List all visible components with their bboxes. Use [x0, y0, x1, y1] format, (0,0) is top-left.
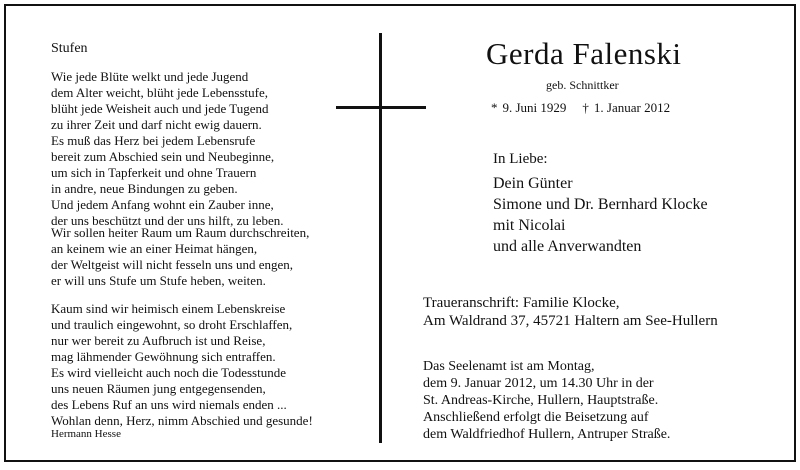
mourner-line: mit Nicolai — [493, 217, 566, 234]
poem-title: Stufen — [51, 41, 88, 56]
poem-line: der uns beschützt und der uns hilft, zu leben. — [51, 213, 284, 228]
in-love-label: In Liebe: — [493, 151, 548, 167]
mourning-address — [423, 294, 718, 330]
mourner-line: und alle Anverwandten — [493, 238, 642, 255]
mourner-line: Dein Günter — [493, 175, 573, 192]
address-line: Traueranschrift: Familie Klocke, — [423, 295, 620, 311]
service-line: Das Seelenamt ist am Montag, — [423, 359, 595, 374]
life-dates — [491, 100, 670, 116]
service-line: dem 9. Januar 2012, um 14.30 Uhr in der — [423, 376, 654, 391]
poem-line: Kaum sind wir heimisch einem Lebenskreise — [51, 301, 286, 316]
poem-line: Es wird vielleicht auch noch die Todesstunde — [51, 365, 286, 380]
address-line: Am Waldrand 37, 45721 Haltern am See-Hullern — [423, 313, 718, 329]
poem-line: des Lebens Ruf an uns wird niemals enden ... — [51, 397, 287, 412]
poem-line: er will uns Stufe um Stufe heben, weiten. — [51, 273, 266, 288]
mourners-list — [493, 173, 708, 257]
service-line: Anschließend erfolgt die Beisetzung auf — [423, 410, 649, 425]
obituary-card — [4, 4, 796, 462]
birth-star-icon: * — [491, 100, 498, 115]
poem-line: nur wer bereit zu Aufbruch ist und Reise, — [51, 333, 266, 348]
service-line: St. Andreas-Kirche, Hullern, Hauptstraße. — [423, 393, 659, 408]
poem-line: um sich in Tapferkeit und ohne Trauern — [51, 165, 257, 180]
poem-line: Wie jede Blüte welkt und jede Jugend — [51, 69, 249, 84]
poem-line: an keinem wie an einer Heimat hängen, — [51, 241, 258, 256]
poem-line: Und jedem Anfang wohnt ein Zauber inne, — [51, 197, 274, 212]
deceased-name: Gerda Falenski — [486, 36, 682, 71]
birth-date-group — [491, 100, 566, 116]
service-line: dem Waldfriedhof Hullern, Antruper Straße. — [423, 427, 671, 442]
poem-line: uns neuen Räumen jung entgegensenden, — [51, 381, 266, 396]
maiden-name: geb. Schnittker — [546, 78, 619, 92]
poem-line: in andre, neue Bindungen zu geben. — [51, 181, 238, 196]
birth-date: 9. Juni 1929 — [502, 100, 567, 115]
poem-line: Wir sollen heiter Raum um Raum durchschreiten, — [51, 225, 310, 240]
poem-line: blüht jede Weisheit auch und jede Tugend — [51, 101, 269, 116]
mourner-line: Simone und Dr. Bernhard Klocke — [493, 196, 708, 213]
cross-icon-horizontal-bar — [336, 106, 426, 109]
service-info — [423, 358, 670, 443]
poem-stanza-1 — [51, 69, 284, 229]
death-date: 1. Januar 2012 — [593, 100, 671, 115]
poem-line: Es muß das Herz bei jedem Lebensrufe — [51, 133, 256, 148]
poem-line: bereit zum Abschied sein und Neubeginne, — [51, 149, 275, 164]
death-cross-icon: † — [582, 100, 589, 115]
poem-line: der Weltgeist will nicht fesseln uns und engen, — [51, 257, 294, 272]
poem-author: Hermann Hesse — [51, 428, 121, 440]
poem-line: mag lähmender Gewöhnung sich entraffen. — [51, 349, 276, 364]
poem-stanza-2 — [51, 225, 309, 289]
death-date-group — [582, 100, 670, 116]
cross-icon-vertical-bar — [379, 33, 382, 443]
poem-line: dem Alter weicht, blüht jede Lebensstufe, — [51, 85, 268, 100]
poem-stanza-3 — [51, 301, 313, 429]
poem-line: Wohlan denn, Herz, nimm Abschied und gesunde! — [51, 413, 313, 428]
poem-line: zu ihrer Zeit und darf nicht ewig dauern. — [51, 117, 262, 132]
poem-line: und traulich eingewohnt, so droht Erschlaffen, — [51, 317, 293, 332]
